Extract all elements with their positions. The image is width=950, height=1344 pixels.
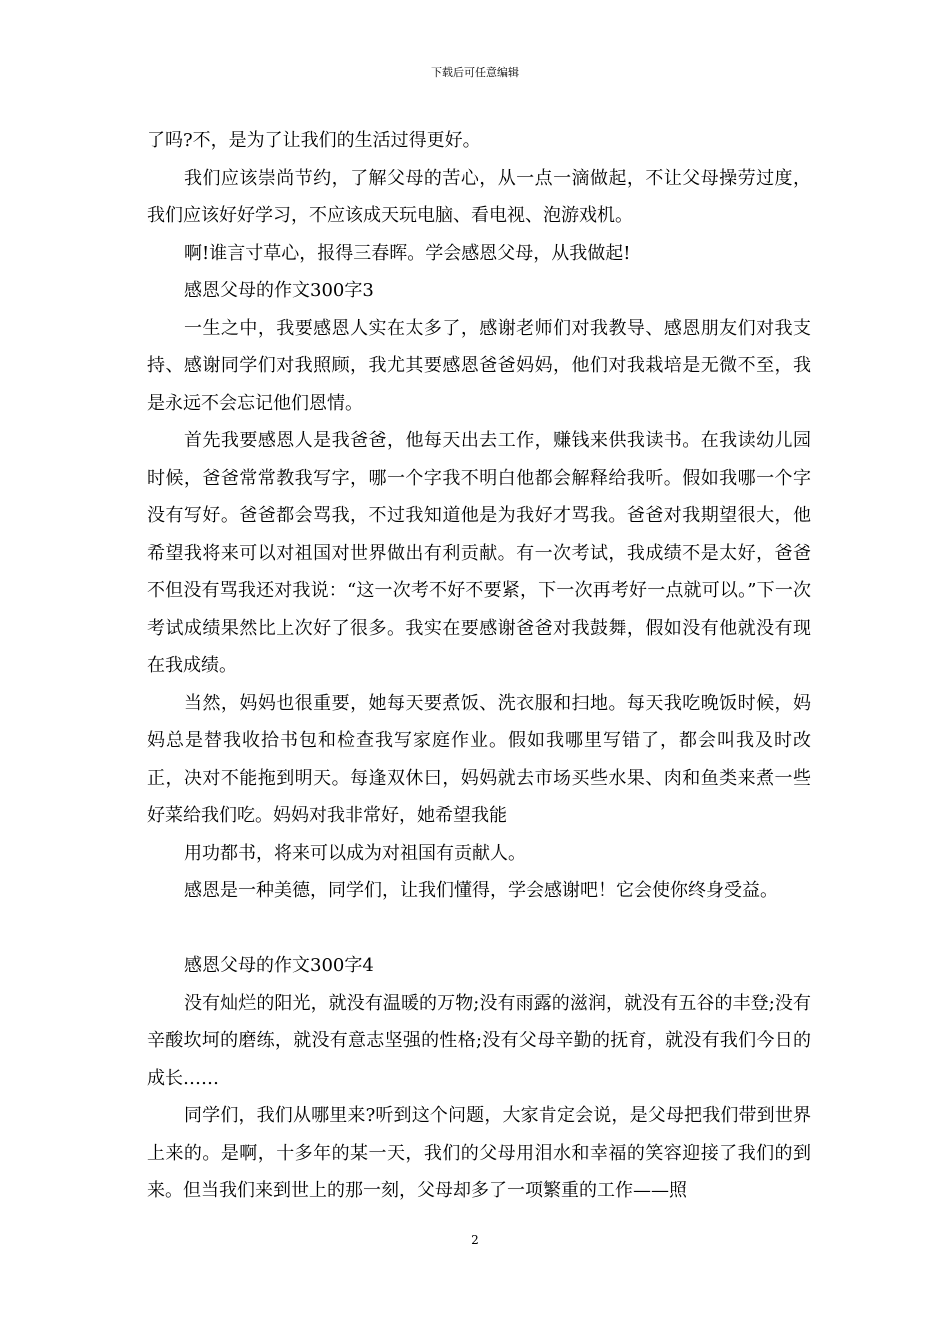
section-heading: 感恩父母的作文300字3 [184, 280, 374, 301]
paragraph: 啊!谁言寸草心，报得三春晖。学会感恩父母，从我做起! [184, 242, 631, 264]
paragraph: 感恩是一种美德，同学们，让我们懂得，学会感谢吧！它会使你终身受益。 [184, 880, 778, 901]
paragraph: 同学们，我们从哪里来?听到这个问题，大家肯定会说，是父母把我们带到世界上来的。是啊，十多年的某一天，我们的父母用泪水和幸福的笑容迎接了我们的到来。但当我们来到世上的那一刻，父母却多了一项繁重的工作——照 [147, 1105, 811, 1201]
page-header: 下载后可任意编辑 [431, 66, 519, 79]
paragraph: 我们应该崇尚节约，了解父母的苦心，从一点一滴做起，不让父母操劳过度，我们应该好好学习，不应该成天玩电脑、看电视、泡游戏机。 [147, 167, 811, 226]
section-heading: 感恩父母的作文300字4 [184, 955, 374, 976]
paragraph: 用功都书，将来可以成为对祖国有贡献人。 [184, 842, 526, 864]
paragraph: 了吗?不，是为了让我们的生活过得更好。 [147, 130, 481, 151]
page-number: 2 [471, 1233, 479, 1247]
paragraph: 当然，妈妈也很重要，她每天要煮饭、洗衣服和扫地。每天我吃晚饭时候，妈妈总是替我收拾书包和检查我写家庭作业。假如我哪里写错了，都会叫我及时改正，决对不能拖到明天。每逢双休曰，妈妈就去市场买些水果、肉和鱼类来煮一些好菜给我们吃。妈妈对我非常好，她希望我能 [147, 692, 811, 826]
paragraph: 一生之中，我要感恩人实在太多了，感谢老师们对我教导、感恩朋友们对我支持、感谢同学们对我照顾，我尤其要感恩爸爸妈妈，他们对我栽培是无微不至，我是永远不会忘记他们恩情。 [147, 317, 811, 414]
paragraph: 没有灿烂的阳光，就没有温暖的万物;没有雨露的滋润，就没有五谷的丰登;没有辛酸坎坷的磨练，就没有意志坚强的性格;没有父母辛勤的抚育，就没有我们今日的成长…… [147, 992, 811, 1089]
document-body [147, 122, 811, 1210]
paragraph: 首先我要感恩人是我爸爸，他每天出去工作，赚钱来供我读书。在我读幼儿园时候，爸爸常常教我写字，哪一个字我不明白他都会解释给我听。假如我哪一个字没有写好。爸爸都会骂我，不过我知道他是为我好才骂我。爸爸对我期望很大，他希望我将来可以对祖国对世界做出有利贡献。有一次考试，我成绩不是太好，爸爸不但没有骂我还对我说：“这一次考不好不要紧，下一次再考好一点就可以。”下一次考试成绩果然比上次好了很多。我实在要感谢爸爸对我鼓舞，假如没有他就没有现在我成绩。 [147, 430, 811, 676]
